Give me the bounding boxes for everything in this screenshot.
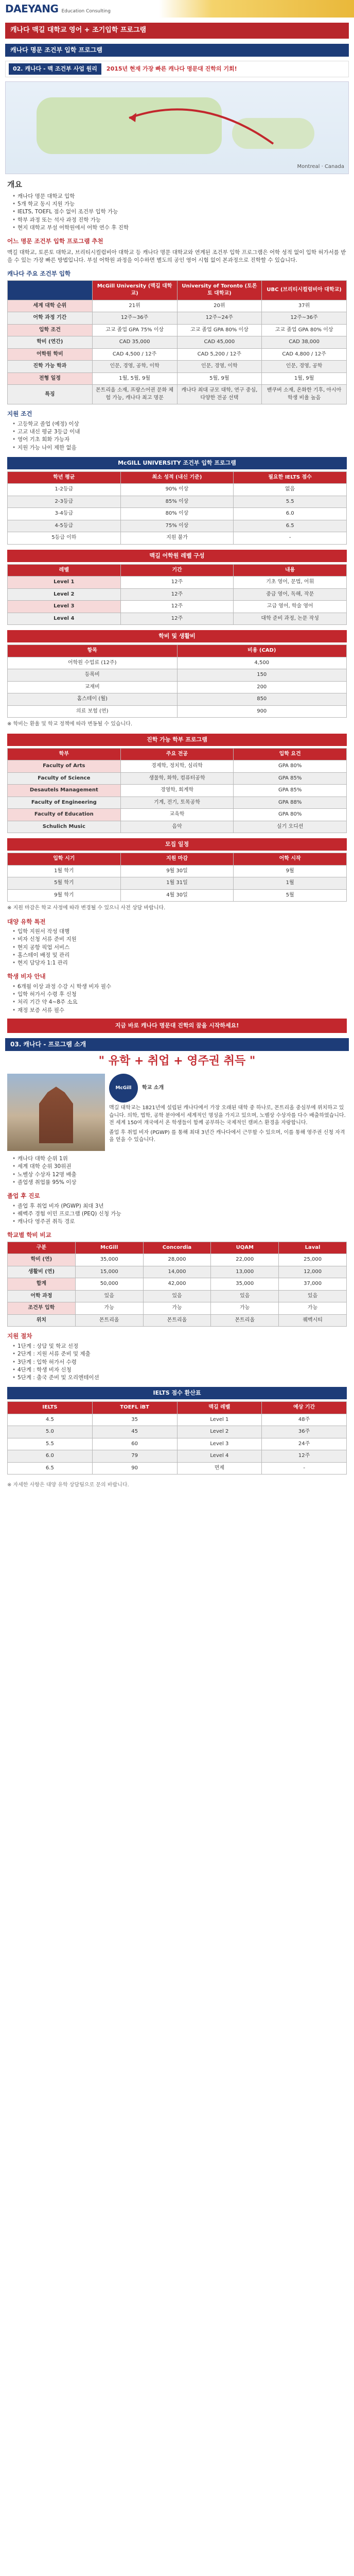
campus-row — [7, 1074, 347, 1151]
table-cell: 9월 30일 — [120, 865, 234, 877]
list-item: • 캐나다 명문 대학교 입학 — [12, 193, 342, 200]
table-cell: 4월 30일 — [120, 889, 234, 902]
table-header: TOEFL iBT — [92, 1402, 177, 1414]
table-header: Concordia — [143, 1242, 211, 1254]
table-row — [8, 693, 347, 706]
table-row — [8, 484, 347, 496]
list-item: • 비자 신청 서류 준비 지원 — [12, 936, 342, 943]
list-item: • 고등학교 졸업 (예정) 이상 — [12, 420, 342, 428]
list-item: • 1단계 : 상담 및 학교 선정 — [12, 1343, 342, 1350]
table-cell: 1월 31일 — [120, 877, 234, 890]
table-cell: 9월 — [234, 865, 347, 877]
table-cell: 13,000 — [211, 1266, 279, 1278]
list-item: • 5단계 : 출국 준비 및 오리엔테이션 — [12, 1374, 342, 1382]
table-cell: 캐나다 최대 규모 대학, 연구 중심, 다양한 전공 선택 — [177, 385, 262, 404]
table-cell: 6.0 — [8, 1450, 93, 1463]
table-cell: 없음 — [234, 484, 347, 496]
table-cell: CAD 35,000 — [92, 336, 177, 349]
table-cell: 세계 대학 순위 — [8, 300, 93, 312]
table-cell: GPA 80% — [234, 760, 347, 773]
table-header: 구분 — [8, 1242, 76, 1254]
fees-table — [7, 645, 347, 718]
requirement-table — [7, 471, 347, 545]
programs-band: 진학 가능 학부 프로그램 — [7, 734, 347, 746]
table-cell: 5.5 — [234, 496, 347, 508]
table-row — [8, 336, 347, 349]
list-item: • 노벨상 수상자 12명 배출 — [12, 1171, 342, 1179]
list-item: • 영어 기초 회화 가능자 — [12, 436, 342, 444]
table-header: 최소 성적 (내신 기준) — [120, 471, 234, 484]
table-cell: 5월 — [234, 889, 347, 902]
compare-table — [7, 280, 347, 405]
career-list — [12, 1202, 342, 1226]
table-cell: 있음 — [75, 1290, 143, 1302]
table-row — [8, 601, 347, 613]
table-cell: 4.5 — [8, 1414, 93, 1426]
table-cell: 79 — [92, 1450, 177, 1463]
table-cell: Level 4 — [177, 1450, 262, 1463]
table-cell: 90% 이상 — [120, 484, 234, 496]
table-header: 레벨 — [8, 564, 121, 577]
table-cell: 인문, 경영, 공학 — [262, 361, 347, 373]
table-cell: 고교 졸업 GPA 80% 이상 — [177, 324, 262, 336]
table-row — [8, 1314, 347, 1327]
table-cell: 대학 준비 과정, 논문 작성 — [234, 613, 347, 625]
table-cell: 인문, 경영, 이학 — [177, 361, 262, 373]
table-cell: Level 2 — [177, 1426, 262, 1438]
tagline-left: 02. 캐나다 - 맥 조건부 사업 원리 — [9, 63, 101, 75]
table-header: 학부 — [8, 748, 121, 760]
table-row — [8, 821, 347, 833]
footer-note: ※ 자세한 사항은 대양 유학 상담팀으로 문의 바랍니다. — [7, 1482, 129, 1488]
table-cell: CAD 4,500 / 12주 — [92, 348, 177, 361]
table-header: 입학 요건 — [234, 748, 347, 760]
table-cell: 12주 — [120, 577, 234, 589]
table-cell: 12주 — [262, 1450, 347, 1463]
table-cell: 몬트리올 — [211, 1314, 279, 1327]
levels-table — [7, 564, 347, 625]
table-cell: 등록비 — [8, 669, 178, 682]
table-cell: 합계 — [8, 1278, 76, 1291]
table-header: 기간 — [120, 564, 234, 577]
table-cell: - — [262, 1462, 347, 1475]
table-cell: 42,000 — [143, 1278, 211, 1291]
table-cell: 몬트리올 — [75, 1314, 143, 1327]
table-cell: 기초 영어, 문법, 어휘 — [234, 577, 347, 589]
table-row — [8, 1438, 347, 1450]
table-cell: 1월, 5월, 9월 — [92, 372, 177, 385]
table-cell: 지원 불가 — [120, 532, 234, 545]
table-cell: 경제학, 정치학, 심리학 — [120, 760, 234, 773]
cost-compare-table — [7, 1242, 347, 1327]
table-cell: 1-2등급 — [8, 484, 121, 496]
table-cell: 면제 — [177, 1462, 262, 1475]
table-row — [8, 1278, 347, 1291]
table-cell: 조건부 입학 — [8, 1302, 76, 1315]
table-header: Laval — [279, 1242, 347, 1254]
list-item: • 캐나다 영주권 취득 경로 — [12, 1218, 342, 1226]
table-cell: 기계, 전기, 토목공학 — [120, 796, 234, 809]
table-cell: 25,000 — [279, 1254, 347, 1266]
table-cell: 진학 가능 학과 — [8, 361, 93, 373]
table-row — [8, 772, 347, 785]
table-row — [8, 877, 347, 890]
table-cell: 고교 졸업 GPA 75% 이상 — [92, 324, 177, 336]
table-cell: 60 — [92, 1438, 177, 1450]
table-cell: 200 — [177, 681, 347, 693]
table-cell: 37위 — [262, 300, 347, 312]
table-cell: 의료 보험 (연) — [8, 705, 178, 718]
table-cell: Level 2 — [8, 588, 121, 601]
table-cell: 중급 영어, 독해, 작문 — [234, 588, 347, 601]
table-cell: Level 4 — [8, 613, 121, 625]
table-cell: 35,000 — [75, 1254, 143, 1266]
table-cell: 있음 — [143, 1290, 211, 1302]
schedule-note: ※ 지원 마감은 학교 사정에 따라 변경될 수 있으니 사전 상담 바랍니다. — [7, 905, 166, 911]
programs-table — [7, 748, 347, 834]
table-cell: 6.5 — [8, 1462, 93, 1475]
apply-list — [12, 1343, 342, 1382]
table-cell: 특징 — [8, 385, 93, 404]
list-item: • 현지 담당자 1:1 관리 — [12, 959, 342, 967]
table-cell: CAD 38,000 — [262, 336, 347, 349]
table-cell: 4,500 — [177, 657, 347, 669]
list-item: • 6개월 이상 과정 수강 시 학생 비자 필수 — [12, 983, 342, 991]
table-cell: 있음 — [211, 1290, 279, 1302]
table-cell: Level 3 — [177, 1438, 262, 1450]
table-cell: 2-3등급 — [8, 496, 121, 508]
table-row — [8, 532, 347, 545]
campus-list — [12, 1155, 342, 1187]
table-cell: 35,000 — [211, 1278, 279, 1291]
table-cell: 1월 — [234, 877, 347, 890]
table-row — [8, 785, 347, 797]
table-cell: Faculty of Engineering — [8, 796, 121, 809]
list-item: • 입학 허가서 수령 후 신청 — [12, 991, 342, 998]
table-cell: Level 1 — [8, 577, 121, 589]
table-row — [8, 577, 347, 589]
table-cell: 밴쿠버 소재, 온화한 기후, 아시아 학생 비율 높음 — [262, 385, 347, 404]
table-cell: CAD 45,000 — [177, 336, 262, 349]
table-row — [8, 348, 347, 361]
table-header: 맥길 레벨 — [177, 1402, 262, 1414]
list-item: • 캐나다 대학 순위 1위 — [12, 1155, 342, 1163]
table-cell: 900 — [177, 705, 347, 718]
table-row — [8, 324, 347, 336]
table-row — [8, 809, 347, 821]
table-header — [8, 280, 93, 300]
list-item: • 재정 보증 서류 필수 — [12, 1007, 342, 1014]
table-row — [8, 372, 347, 385]
table-cell: 1월 학기 — [8, 865, 121, 877]
table-cell: GPA 85% — [234, 772, 347, 785]
table-cell: 몬트리올 소재, 프랑스어권 문화 체험 가능, 캐나다 최고 명문 — [92, 385, 177, 404]
table-cell: 5월 학기 — [8, 877, 121, 890]
table-cell: 15,000 — [75, 1266, 143, 1278]
compare-heading: 캐나다 주요 조건부 입학 — [7, 270, 71, 278]
table-row — [8, 520, 347, 532]
campus-photo — [7, 1074, 105, 1151]
visa-list — [12, 983, 342, 1014]
table-row — [8, 669, 347, 682]
campus-text-2: 졸업 후 취업 비자 (PGWP) 를 통해 최대 3년간 캐나다에서 근무할 수 있으며, 이를 통해 영주권 신청 자격을 얻을 수 있습니다. — [109, 1129, 345, 1143]
table-header: 예상 기간 — [262, 1402, 347, 1414]
campus-text-block — [109, 1074, 347, 1151]
top-header — [0, 0, 354, 18]
pathway-text: 맥길 대학교, 토론토 대학교, 브리티시컬럼비아 대학교 등 캐나다 명문 대학교와 연계된 조건부 입학 프로그램은 어학 성적 없이 입학 허가서를 받을 수 있는 가장 빠른 방법입니다. 부설 어학원 과정을 이수하면 별도의 공인 영어 시험 없이 본과정으로 진학할 수 있습니다. — [7, 249, 346, 263]
eligibility-heading: 지원 조건 — [7, 410, 32, 418]
list-item: • 2단계 : 지원 서류 준비 및 제출 — [12, 1350, 342, 1358]
table-header: 내용 — [234, 564, 347, 577]
table-cell: CAD 5,200 / 12주 — [177, 348, 262, 361]
table-cell: 35 — [92, 1414, 177, 1426]
canada-map — [5, 81, 349, 174]
list-item: • 4단계 : 학생 비자 신청 — [12, 1366, 342, 1374]
table-cell: 12주 — [120, 601, 234, 613]
table-row — [8, 1266, 347, 1278]
list-item: • 졸업 후 취업 비자 (PGWP) 최대 3년 — [12, 1202, 342, 1210]
table-cell: 생활비 (연) — [8, 1266, 76, 1278]
section2-title: " 유학 + 취업 + 영주권 취득 " — [98, 1055, 256, 1068]
levels-band: 맥길 어학원 레벨 구성 — [7, 550, 347, 562]
table-header: McGill — [75, 1242, 143, 1254]
table-cell: 어학 과정 — [8, 1290, 76, 1302]
table-cell: 48주 — [262, 1414, 347, 1426]
table-cell: 교육학 — [120, 809, 234, 821]
list-item: • 고교 내신 평균 3등급 이내 — [12, 428, 342, 436]
table-cell: Faculty of Education — [8, 809, 121, 821]
route-arrow — [6, 82, 349, 174]
table-header: UQAM — [211, 1242, 279, 1254]
pathway-heading: 어느 명문 조건부 입학 프로그램 추천 — [7, 238, 103, 245]
table-cell: Level 3 — [8, 601, 121, 613]
table-cell: CAD 4,800 / 12주 — [262, 348, 347, 361]
table-cell: 있음 — [279, 1290, 347, 1302]
table-row — [8, 1462, 347, 1475]
table-cell: 3-4등급 — [8, 508, 121, 520]
table-cell: 퀘벡시티 — [279, 1314, 347, 1327]
table-cell: 5.5 — [8, 1438, 93, 1450]
table-cell: 홈스테이 (월) — [8, 693, 178, 706]
table-cell: 가능 — [279, 1302, 347, 1315]
overview-heading: 개요 — [7, 180, 22, 190]
table-row — [8, 300, 347, 312]
table-cell: 12,000 — [279, 1266, 347, 1278]
table-cell: 인문, 경영, 공학, 이학 — [92, 361, 177, 373]
schedule-band: 모집 일정 — [7, 838, 347, 851]
table-row — [8, 1426, 347, 1438]
table-row — [8, 1450, 347, 1463]
table-cell: GPA 85% — [234, 785, 347, 797]
table-cell: 경영학, 회계학 — [120, 785, 234, 797]
table-cell: 75% 이상 — [120, 520, 234, 532]
table-cell: 가능 — [75, 1302, 143, 1315]
table-cell: 45 — [92, 1426, 177, 1438]
table-cell: 어학원 수업료 (12주) — [8, 657, 178, 669]
table-header: UBC (브리티시컬럼비아 대학교) — [262, 280, 347, 300]
table-header: University of Toronto (토론토 대학교) — [177, 280, 262, 300]
table-cell: 85% 이상 — [120, 496, 234, 508]
table-cell: 14,000 — [143, 1266, 211, 1278]
table-row — [8, 889, 347, 902]
benefits-list — [12, 928, 342, 967]
table-cell: 28,000 — [143, 1254, 211, 1266]
eligibility-list — [12, 420, 342, 452]
schedule-table — [7, 853, 347, 902]
table-cell: Level 1 — [177, 1414, 262, 1426]
table-cell: 24주 — [262, 1438, 347, 1450]
hero-title: 캐나다 맥길 대학교 영어 + 조기입학 프로그램 — [5, 23, 349, 39]
list-item: • 현지 대학교 부설 어학원에서 어학 연수 후 진학 — [12, 224, 342, 232]
campus-text: 맥길 대학교는 1821년에 설립된 캐나다에서 가장 오래된 대학 중 하나로, 몬트리올 중심부에 위치하고 있습니다. 의학, 법학, 공학 분야에서 세계적인 명성을 가지고 있으며, 노벨상 수상자를 다수 배출하였습니다. 전 세계 150여 개국에서 온 학생들이 함께 공부하는 국제적인 캠퍼스 환경을 자랑합니다. — [109, 1105, 346, 1126]
table-cell: 37,000 — [279, 1278, 347, 1291]
table-row — [8, 312, 347, 325]
table-cell: 850 — [177, 693, 347, 706]
table-cell: 1월, 9월 — [262, 372, 347, 385]
map-caption: Montreal · Canada — [297, 163, 344, 170]
table-cell: 가능 — [143, 1302, 211, 1315]
table-cell: GPA 80% — [234, 809, 347, 821]
table-cell: 5.0 — [8, 1426, 93, 1438]
table-cell: 음악 — [120, 821, 234, 833]
table-header: McGill University (맥길 대학교) — [92, 280, 177, 300]
table-row — [8, 588, 347, 601]
table-row — [8, 681, 347, 693]
table-header: IELTS — [8, 1402, 93, 1414]
tagline-right: 2015년 현재 가장 빠른 캐나다 명문대 진학의 기회! — [106, 65, 237, 73]
list-item: • 5개 학교 동시 지원 가능 — [12, 200, 342, 208]
table-cell: 입학 조건 — [8, 324, 93, 336]
table-cell: 6.5 — [234, 520, 347, 532]
table-cell: 22,000 — [211, 1254, 279, 1266]
table-cell: 9월 학기 — [8, 889, 121, 902]
table-cell: 5월, 9월 — [177, 372, 262, 385]
tagline-box — [5, 61, 349, 77]
career-heading: 졸업 후 진로 — [7, 1192, 40, 1199]
table-cell: Desautels Management — [8, 785, 121, 797]
table-cell: 150 — [177, 669, 347, 682]
table-cell: 교재비 — [8, 681, 178, 693]
list-item: • 지원 가능 나이 제한 없음 — [12, 444, 342, 452]
list-item: • IELTS, TOEFL 점수 없이 조건부 입학 가능 — [12, 208, 342, 216]
table-header: 항목 — [8, 645, 178, 657]
overview-list — [12, 193, 342, 232]
table-row — [8, 865, 347, 877]
list-item: • 퀘벡주 경험 이민 프로그램 (PEQ) 신청 가능 — [12, 1210, 342, 1218]
cost-compare-heading: 학교별 학비 비교 — [7, 1231, 51, 1239]
table-cell: 고급 영어, 학술 영어 — [234, 601, 347, 613]
list-item: • 졸업생 취업률 95% 이상 — [12, 1179, 342, 1187]
table-cell: 고교 졸업 GPA 80% 이상 — [262, 324, 347, 336]
university-crest: McGill — [109, 1074, 138, 1103]
table-row — [8, 1414, 347, 1426]
table-row — [8, 1254, 347, 1266]
table-row — [8, 496, 347, 508]
table-cell: - — [234, 532, 347, 545]
table-cell: GPA 88% — [234, 796, 347, 809]
table-row — [8, 705, 347, 718]
list-item: • 세계 대학 순위 30위권 — [12, 1163, 342, 1171]
list-item: • 현지 공항 픽업 서비스 — [12, 944, 342, 952]
list-item: • 3단계 : 입학 허가서 수령 — [12, 1359, 342, 1366]
table-cell: 전형 일정 — [8, 372, 93, 385]
table-row — [8, 361, 347, 373]
table-cell: 4-5등급 — [8, 520, 121, 532]
list-item: • 입학 지원서 작성 대행 — [12, 928, 342, 936]
benefits-heading: 대양 유학 특전 — [7, 918, 46, 925]
table-cell: 20위 — [177, 300, 262, 312]
table-cell: 위치 — [8, 1314, 76, 1327]
table-cell: 21위 — [92, 300, 177, 312]
campus-heading: 학교 소개 — [142, 1084, 164, 1091]
table-cell: 5등급 이하 — [8, 532, 121, 545]
table-cell: 어학원 학비 — [8, 348, 93, 361]
table-cell: 12주 — [120, 613, 234, 625]
table-cell: 12주~24주 — [177, 312, 262, 325]
table-row — [8, 796, 347, 809]
table-header: 학년 평균 — [8, 471, 121, 484]
table-cell: 실기 오디션 — [234, 821, 347, 833]
table-cell: Schulich Music — [8, 821, 121, 833]
table-header: 비용 (CAD) — [177, 645, 347, 657]
table-cell: 어학 과정 기간 — [8, 312, 93, 325]
table-cell: 생물학, 화학, 컴퓨터공학 — [120, 772, 234, 785]
apply-heading: 지원 절차 — [7, 1332, 32, 1340]
final-table — [7, 1401, 347, 1475]
table-cell: 90 — [92, 1462, 177, 1475]
table-cell: 80% 이상 — [120, 508, 234, 520]
table-cell: 12주~36주 — [262, 312, 347, 325]
table-row — [8, 508, 347, 520]
table-cell: 12주 — [120, 588, 234, 601]
fees-band: 학비 및 생활비 — [7, 630, 347, 642]
table-header: 어학 시작 — [234, 853, 347, 866]
table-cell: 학비 (연간) — [8, 336, 93, 349]
brand-logo[interactable]: DAEYANG Education Consulting — [5, 2, 111, 15]
section2-bar: 03. 캐나다 - 프로그램 소개 — [5, 1038, 349, 1051]
visa-heading: 학생 비자 안내 — [7, 973, 46, 980]
table-header: 주요 전공 — [120, 748, 234, 760]
table-cell: 12주~36주 — [92, 312, 177, 325]
table-cell: Faculty of Arts — [8, 760, 121, 773]
table-cell: 몬트리올 — [143, 1314, 211, 1327]
table-cell: 36주 — [262, 1426, 347, 1438]
mcgill-band: McGILL UNIVERSITY 조건부 입학 프로그램 — [7, 457, 347, 469]
table-header: 입학 시기 — [8, 853, 121, 866]
table-header: 지원 마감 — [120, 853, 234, 866]
table-header: 필요한 IELTS 점수 — [234, 471, 347, 484]
fees-note: ※ 학비는 환율 및 학교 정책에 따라 변동될 수 있습니다. — [7, 721, 133, 727]
table-row — [8, 1302, 347, 1315]
table-row — [8, 1290, 347, 1302]
table-cell: Faculty of Science — [8, 772, 121, 785]
final-band: IELTS 점수 환산표 — [7, 1387, 347, 1399]
table-row — [8, 657, 347, 669]
table-cell: 학비 (연) — [8, 1254, 76, 1266]
overview-bar: 캐나다 명문 조건부 입학 프로그램 — [5, 44, 349, 57]
table-row — [8, 385, 347, 404]
table-row — [8, 760, 347, 773]
table-cell: 가능 — [211, 1302, 279, 1315]
list-item: • 학부 과정 또는 석사 과정 진학 가능 — [12, 216, 342, 224]
red-notice: 지금 바로 캐나다 명문대 진학의 꿈을 시작하세요! — [7, 1019, 347, 1033]
table-cell: 6.0 — [234, 508, 347, 520]
list-item: • 홈스테이 배정 및 관리 — [12, 952, 342, 959]
list-item: • 처리 기간 약 4~8주 소요 — [12, 998, 342, 1006]
table-row — [8, 613, 347, 625]
table-cell: 50,000 — [75, 1278, 143, 1291]
